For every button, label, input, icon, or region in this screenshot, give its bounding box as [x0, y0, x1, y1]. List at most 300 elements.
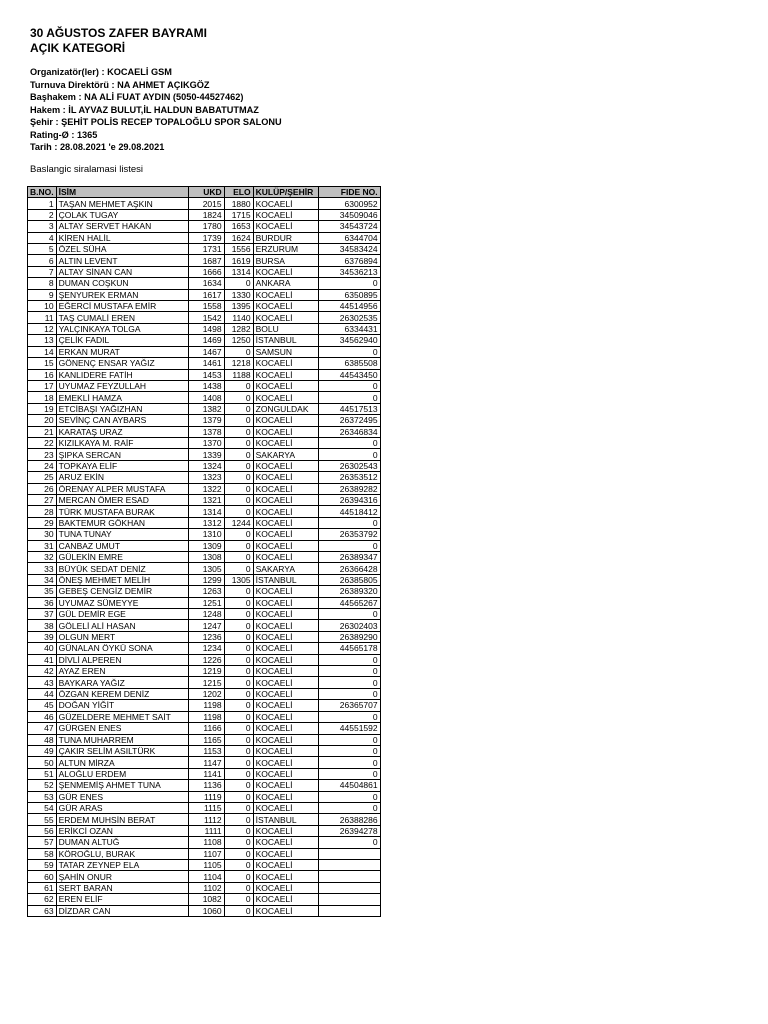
cell-club: KOCAELİ	[253, 494, 318, 505]
cell-elo: 0	[224, 757, 253, 768]
cell-no: 54	[28, 802, 57, 813]
cell-name: TAŞAN MEHMET AŞKIN	[56, 198, 188, 209]
cell-club: BOLU	[253, 323, 318, 334]
cell-club: KOCAELİ	[253, 426, 318, 437]
cell-name: SERT BARAN	[56, 882, 188, 893]
cell-fide: 0	[318, 745, 380, 756]
cell-club: KOCAELİ	[253, 483, 318, 494]
cell-no: 4	[28, 232, 57, 243]
cell-fide: 34536213	[318, 266, 380, 277]
cell-ukd: 1153	[188, 745, 224, 756]
cell-no: 43	[28, 677, 57, 688]
cell-name: GÜL DEMİR EGE	[56, 609, 188, 620]
cell-no: 46	[28, 711, 57, 722]
cell-club: KOCAELİ	[253, 506, 318, 517]
cell-name: GÜRGEN ENES	[56, 723, 188, 734]
cell-ukd: 1498	[188, 323, 224, 334]
table-row	[28, 449, 381, 460]
cell-ukd: 1119	[188, 791, 224, 802]
table-row	[28, 825, 381, 836]
cell-ukd: 1461	[188, 358, 224, 369]
cell-name: BAYKARA YAĞIZ	[56, 677, 188, 688]
table-row	[28, 494, 381, 505]
cell-ukd: 1339	[188, 449, 224, 460]
cell-fide: 44543450	[318, 369, 380, 380]
cell-name: ŞENMEMİŞ AHMET TUNA	[56, 780, 188, 791]
col-header-name: İSİM	[56, 187, 188, 198]
cell-fide: 6344704	[318, 232, 380, 243]
cell-fide: 0	[318, 540, 380, 551]
cell-name: DİVLİ ALPEREN	[56, 654, 188, 665]
cell-no: 9	[28, 289, 57, 300]
cell-no: 39	[28, 631, 57, 642]
cell-club: KOCAELİ	[253, 631, 318, 642]
table-row	[28, 437, 381, 448]
cell-ukd: 1166	[188, 723, 224, 734]
table-row	[28, 757, 381, 768]
table-row	[28, 266, 381, 277]
cell-name: AYAZ EREN	[56, 666, 188, 677]
cell-no: 52	[28, 780, 57, 791]
col-header-fide: FIDE NO.	[318, 187, 380, 198]
cell-club: KOCAELİ	[253, 415, 318, 426]
info-chief-arbiter: Başhakem : NA ALİ FUAT AYDIN (5050-44527462)	[30, 92, 244, 102]
cell-fide: 26302403	[318, 620, 380, 631]
cell-ukd: 1202	[188, 688, 224, 699]
cell-ukd: 1558	[188, 301, 224, 312]
cell-no: 49	[28, 745, 57, 756]
cell-name: ALTUN MİRZA	[56, 757, 188, 768]
cell-ukd: 1687	[188, 255, 224, 266]
table-row	[28, 198, 381, 209]
cell-ukd: 1312	[188, 517, 224, 528]
cell-club: ERZURUM	[253, 244, 318, 255]
table-row	[28, 711, 381, 722]
table-row	[28, 563, 381, 574]
cell-club: KOCAELİ	[253, 460, 318, 471]
cell-no: 23	[28, 449, 57, 460]
cell-fide: 6350895	[318, 289, 380, 300]
cell-ukd: 1739	[188, 232, 224, 243]
cell-name: GÖLELİ ALİ HASAN	[56, 620, 188, 631]
cell-no: 2	[28, 209, 57, 220]
cell-club: KOCAELİ	[253, 380, 318, 391]
cell-club: KOCAELİ	[253, 392, 318, 403]
cell-no: 37	[28, 609, 57, 620]
cell-club: KOCAELİ	[253, 859, 318, 870]
cell-fide: 0	[318, 278, 380, 289]
cell-no: 32	[28, 552, 57, 563]
cell-name: GÖNENÇ ENSAR YAĞIZ	[56, 358, 188, 369]
cell-fide: 26389282	[318, 483, 380, 494]
table-row	[28, 723, 381, 734]
cell-ukd: 1382	[188, 403, 224, 414]
cell-no: 33	[28, 563, 57, 574]
cell-name: ALTAY SİNAN CAN	[56, 266, 188, 277]
cell-elo: 0	[224, 460, 253, 471]
cell-no: 24	[28, 460, 57, 471]
cell-elo: 0	[224, 506, 253, 517]
table-row	[28, 517, 381, 528]
cell-ukd: 1467	[188, 346, 224, 357]
cell-fide: 0	[318, 437, 380, 448]
cell-club: İSTANBUL	[253, 335, 318, 346]
cell-ukd: 1111	[188, 825, 224, 836]
table-row	[28, 802, 381, 813]
cell-club: KOCAELİ	[253, 643, 318, 654]
cell-club: KOCAELİ	[253, 871, 318, 882]
cell-fide: 44514956	[318, 301, 380, 312]
cell-ukd: 1236	[188, 631, 224, 642]
cell-no: 31	[28, 540, 57, 551]
cell-name: DUMAN ALTUĞ	[56, 837, 188, 848]
tournament-title: 30 AĞUSTOS ZAFER BAYRAMI	[30, 26, 207, 40]
cell-elo: 0	[224, 586, 253, 597]
cell-no: 27	[28, 494, 57, 505]
cell-name: GÜLEKİN EMRE	[56, 552, 188, 563]
table-row	[28, 426, 381, 437]
cell-name: EREN ELİF	[56, 894, 188, 905]
cell-elo: 0	[224, 837, 253, 848]
cell-no: 56	[28, 825, 57, 836]
cell-no: 60	[28, 871, 57, 882]
cell-name: ÖRENAY ALPER MUSTAFA	[56, 483, 188, 494]
cell-name: ALTIN LEVENT	[56, 255, 188, 266]
cell-name: ÇOLAK TUGAY	[56, 209, 188, 220]
cell-club: KOCAELİ	[253, 221, 318, 232]
cell-ukd: 1542	[188, 312, 224, 323]
cell-name: TAŞ CUMALİ EREN	[56, 312, 188, 323]
col-header-no: B.NO.	[28, 187, 57, 198]
table-row	[28, 620, 381, 631]
cell-elo: 1330	[224, 289, 253, 300]
cell-club: KOCAELİ	[253, 894, 318, 905]
cell-club: KOCAELİ	[253, 312, 318, 323]
cell-ukd: 1314	[188, 506, 224, 517]
cell-elo: 1314	[224, 266, 253, 277]
table-row	[28, 780, 381, 791]
starting-rank-table	[27, 186, 381, 917]
cell-ukd: 1824	[188, 209, 224, 220]
cell-elo: 0	[224, 688, 253, 699]
cell-ukd: 1198	[188, 711, 224, 722]
cell-name: TOPKAYA ELİF	[56, 460, 188, 471]
cell-fide: 0	[318, 711, 380, 722]
cell-name: DİZDAR CAN	[56, 905, 188, 916]
table-header-row	[28, 187, 381, 198]
cell-no: 14	[28, 346, 57, 357]
table-row	[28, 472, 381, 483]
cell-club: KOCAELİ	[253, 757, 318, 768]
cell-club: KOCAELİ	[253, 654, 318, 665]
cell-fide: 0	[318, 802, 380, 813]
cell-elo: 0	[224, 882, 253, 893]
table-row	[28, 278, 381, 289]
cell-elo: 1395	[224, 301, 253, 312]
cell-ukd: 1453	[188, 369, 224, 380]
cell-elo: 1653	[224, 221, 253, 232]
cell-name: KIZILKAYA M. RAİF	[56, 437, 188, 448]
table-row	[28, 700, 381, 711]
cell-club: KOCAELİ	[253, 825, 318, 836]
cell-name: KÖROĞLU, BURAK	[56, 848, 188, 859]
cell-ukd: 1112	[188, 814, 224, 825]
cell-fide: 0	[318, 757, 380, 768]
cell-name: ETCİBAŞI YAĞIZHAN	[56, 403, 188, 414]
table-row	[28, 221, 381, 232]
cell-no: 34	[28, 574, 57, 585]
cell-club: KOCAELİ	[253, 791, 318, 802]
cell-elo: 0	[224, 859, 253, 870]
cell-name: ALTAY SERVET HAKAN	[56, 221, 188, 232]
cell-no: 44	[28, 688, 57, 699]
cell-no: 36	[28, 597, 57, 608]
cell-fide: 34543724	[318, 221, 380, 232]
cell-club: KOCAELİ	[253, 711, 318, 722]
cell-elo: 0	[224, 472, 253, 483]
table-row	[28, 506, 381, 517]
cell-fide: 26389320	[318, 586, 380, 597]
cell-no: 11	[28, 312, 57, 323]
cell-club: KOCAELİ	[253, 597, 318, 608]
cell-name: TUNA TUNAY	[56, 529, 188, 540]
cell-name: ÇAKIR SELİM ASILTÜRK	[56, 745, 188, 756]
cell-elo: 1188	[224, 369, 253, 380]
cell-name: BAKTEMUR GÖKHAN	[56, 517, 188, 528]
table-row	[28, 460, 381, 471]
cell-no: 35	[28, 586, 57, 597]
cell-fide: 0	[318, 734, 380, 745]
cell-club: KOCAELİ	[253, 837, 318, 848]
cell-ukd: 1108	[188, 837, 224, 848]
cell-elo: 0	[224, 871, 253, 882]
cell-ukd: 1617	[188, 289, 224, 300]
cell-ukd: 1247	[188, 620, 224, 631]
cell-ukd: 1469	[188, 335, 224, 346]
info-director: Turnuva Direktörü : NA AHMET AÇIKGÖZ	[30, 79, 210, 90]
cell-fide: 26394316	[318, 494, 380, 505]
cell-no: 57	[28, 837, 57, 848]
cell-name: KANLIDERE FATİH	[56, 369, 188, 380]
cell-name: BÜYÜK SEDAT DENİZ	[56, 563, 188, 574]
col-header-club: KULÜP/ŞEHİR	[253, 187, 318, 198]
cell-fide	[318, 905, 380, 916]
cell-elo: 0	[224, 745, 253, 756]
cell-elo: 0	[224, 711, 253, 722]
table-row	[28, 552, 381, 563]
cell-no: 45	[28, 700, 57, 711]
cell-elo: 0	[224, 392, 253, 403]
cell-no: 25	[28, 472, 57, 483]
info-arbiters: Hakem : İL AYVAZ BULUT,İL HALDUN BABATUTMAZ	[30, 104, 259, 115]
cell-club: KOCAELİ	[253, 620, 318, 631]
cell-no: 30	[28, 529, 57, 540]
table-row	[28, 483, 381, 494]
table-row	[28, 894, 381, 905]
cell-no: 10	[28, 301, 57, 312]
cell-name: ŞENYUREK ERMAN	[56, 289, 188, 300]
table-row	[28, 814, 381, 825]
cell-club: KOCAELİ	[253, 552, 318, 563]
cell-no: 61	[28, 882, 57, 893]
cell-fide: 26385805	[318, 574, 380, 585]
cell-fide: 0	[318, 688, 380, 699]
info-date: Tarih : 28.08.2021 'e 29.08.2021	[30, 142, 165, 152]
cell-fide: 0	[318, 791, 380, 802]
table-row	[28, 346, 381, 357]
table-row	[28, 392, 381, 403]
cell-club: ZONGULDAK	[253, 403, 318, 414]
cell-elo: 0	[224, 791, 253, 802]
cell-fide: 26365707	[318, 700, 380, 711]
cell-no: 38	[28, 620, 57, 631]
cell-ukd: 1323	[188, 472, 224, 483]
cell-name: CANBAZ UMUT	[56, 540, 188, 551]
col-header-elo: ELO	[224, 187, 253, 198]
table-row	[28, 631, 381, 642]
table-row	[28, 244, 381, 255]
cell-club: KOCAELİ	[253, 301, 318, 312]
cell-club: KOCAELİ	[253, 209, 318, 220]
table-row	[28, 848, 381, 859]
cell-name: DUMAN COŞKUN	[56, 278, 188, 289]
cell-ukd: 1165	[188, 734, 224, 745]
cell-ukd: 1115	[188, 802, 224, 813]
cell-club: SAMSUN	[253, 346, 318, 357]
table-row	[28, 358, 381, 369]
cell-fide: 44551592	[318, 723, 380, 734]
cell-fide: 26353512	[318, 472, 380, 483]
cell-elo: 1556	[224, 244, 253, 255]
cell-ukd: 1251	[188, 597, 224, 608]
cell-fide: 6385508	[318, 358, 380, 369]
cell-elo: 0	[224, 426, 253, 437]
table-row	[28, 289, 381, 300]
cell-elo: 0	[224, 380, 253, 391]
cell-club: KOCAELİ	[253, 369, 318, 380]
table-row	[28, 540, 381, 551]
table-row	[28, 768, 381, 779]
cell-elo: 0	[224, 437, 253, 448]
cell-ukd: 1107	[188, 848, 224, 859]
cell-ukd: 1780	[188, 221, 224, 232]
cell-fide: 26394278	[318, 825, 380, 836]
table-row	[28, 609, 381, 620]
cell-ukd: 1310	[188, 529, 224, 540]
table-row	[28, 688, 381, 699]
cell-no: 7	[28, 266, 57, 277]
cell-name: KİREN HALİL	[56, 232, 188, 243]
table-row	[28, 734, 381, 745]
cell-no: 8	[28, 278, 57, 289]
cell-name: OLGUN MERT	[56, 631, 188, 642]
cell-elo: 0	[224, 780, 253, 791]
cell-name: EMEKLİ HAMZA	[56, 392, 188, 403]
table-row	[28, 529, 381, 540]
cell-club: KOCAELİ	[253, 677, 318, 688]
table-row	[28, 209, 381, 220]
table-row	[28, 255, 381, 266]
cell-no: 26	[28, 483, 57, 494]
cell-fide: 0	[318, 666, 380, 677]
cell-ukd: 1226	[188, 654, 224, 665]
cell-fide: 0	[318, 517, 380, 528]
table-row	[28, 301, 381, 312]
cell-elo: 0	[224, 494, 253, 505]
cell-fide	[318, 859, 380, 870]
cell-elo: 0	[224, 643, 253, 654]
cell-club: KOCAELİ	[253, 723, 318, 734]
cell-fide: 6334431	[318, 323, 380, 334]
cell-ukd: 1082	[188, 894, 224, 905]
table-row	[28, 643, 381, 654]
cell-ukd: 1198	[188, 700, 224, 711]
cell-no: 22	[28, 437, 57, 448]
cell-elo: 0	[224, 825, 253, 836]
cell-elo: 0	[224, 802, 253, 813]
cell-fide: 0	[318, 768, 380, 779]
cell-club: KOCAELİ	[253, 437, 318, 448]
cell-no: 6	[28, 255, 57, 266]
cell-fide: 26366428	[318, 563, 380, 574]
cell-name: ALOĞLU ERDEM	[56, 768, 188, 779]
cell-elo: 1218	[224, 358, 253, 369]
cell-no: 50	[28, 757, 57, 768]
cell-elo: 0	[224, 278, 253, 289]
cell-club: KOCAELİ	[253, 780, 318, 791]
cell-club: KOCAELİ	[253, 802, 318, 813]
cell-elo: 0	[224, 654, 253, 665]
cell-ukd: 1104	[188, 871, 224, 882]
table-row	[28, 597, 381, 608]
cell-no: 63	[28, 905, 57, 916]
table-row	[28, 745, 381, 756]
cell-elo: 1715	[224, 209, 253, 220]
cell-name: GÜNALAN ÖYKÜ SONA	[56, 643, 188, 654]
cell-elo: 0	[224, 552, 253, 563]
cell-no: 40	[28, 643, 57, 654]
cell-name: UYUMAZ FEYZULLAH	[56, 380, 188, 391]
cell-elo: 0	[224, 734, 253, 745]
cell-ukd: 1308	[188, 552, 224, 563]
cell-name: GÜR ARAS	[56, 802, 188, 813]
cell-name: ARUZ EKİN	[56, 472, 188, 483]
cell-club: KOCAELİ	[253, 586, 318, 597]
cell-club: KOCAELİ	[253, 198, 318, 209]
table-row	[28, 905, 381, 916]
cell-ukd: 1438	[188, 380, 224, 391]
cell-fide: 44565178	[318, 643, 380, 654]
cell-fide: 0	[318, 380, 380, 391]
cell-fide: 6376894	[318, 255, 380, 266]
cell-fide: 44517513	[318, 403, 380, 414]
cell-name: ERDEM MUHSİN BERAT	[56, 814, 188, 825]
cell-fide: 34562940	[318, 335, 380, 346]
cell-elo: 1140	[224, 312, 253, 323]
cell-ukd: 1234	[188, 643, 224, 654]
cell-no: 21	[28, 426, 57, 437]
cell-elo: 0	[224, 540, 253, 551]
category-title: AÇIK KATEGORİ	[30, 41, 126, 55]
cell-ukd: 1248	[188, 609, 224, 620]
cell-elo: 1880	[224, 198, 253, 209]
cell-name: EĞERCİ MUSTAFA EMİR	[56, 301, 188, 312]
table-row	[28, 871, 381, 882]
cell-fide: 26353792	[318, 529, 380, 540]
cell-ukd: 2015	[188, 198, 224, 209]
cell-elo: 0	[224, 449, 253, 460]
cell-elo: 0	[224, 894, 253, 905]
